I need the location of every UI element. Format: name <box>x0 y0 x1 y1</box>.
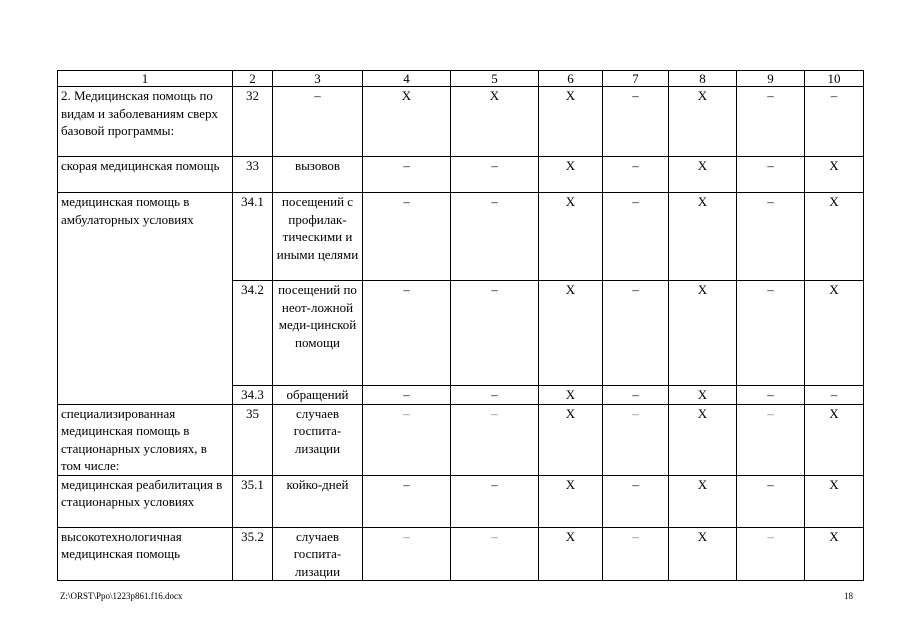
table-header-row <box>58 71 864 87</box>
value-cell: Х <box>539 281 603 386</box>
unit-cell: обращений <box>273 386 363 405</box>
unit-cell: случаев госпита-лизации <box>273 404 363 475</box>
row-number: 35.2 <box>233 527 273 581</box>
value-cell: Х <box>539 475 603 527</box>
value-cell: – <box>737 386 805 405</box>
value-cell: – <box>603 527 669 581</box>
row-number: 35.1 <box>233 475 273 527</box>
value-cell: Х <box>669 281 737 386</box>
value-cell: – <box>363 281 451 386</box>
header-cell: 8 <box>669 71 737 87</box>
header-cell: 4 <box>363 71 451 87</box>
value-cell: – <box>603 281 669 386</box>
value-cell: Х <box>805 527 864 581</box>
header-cell: 9 <box>737 71 805 87</box>
value-cell: – <box>603 386 669 405</box>
value-cell: – <box>603 193 669 281</box>
value-cell: – <box>805 386 864 405</box>
value-cell: – <box>737 475 805 527</box>
unit-cell: койко-дней <box>273 475 363 527</box>
table-row <box>58 157 864 193</box>
unit-cell: вызовов <box>273 157 363 193</box>
value-cell: Х <box>539 157 603 193</box>
value-cell: Х <box>805 193 864 281</box>
value-cell: – <box>603 157 669 193</box>
value-cell: Х <box>669 475 737 527</box>
table-row <box>58 527 864 581</box>
value-cell: – <box>363 157 451 193</box>
table-row <box>58 193 864 281</box>
page-number: 18 <box>844 591 853 601</box>
value-cell: – <box>737 527 805 581</box>
value-cell: – <box>737 281 805 386</box>
value-cell: – <box>363 475 451 527</box>
row-number: 34.3 <box>233 386 273 405</box>
row-number: 32 <box>233 87 273 157</box>
row-description: скорая медицинская помощь <box>58 157 233 193</box>
value-cell: – <box>451 404 539 475</box>
header-cell: 3 <box>273 71 363 87</box>
value-cell: – <box>737 87 805 157</box>
header-cell: 1 <box>58 71 233 87</box>
value-cell: Х <box>539 193 603 281</box>
value-cell: – <box>363 386 451 405</box>
header-cell: 7 <box>603 71 669 87</box>
value-cell: – <box>603 475 669 527</box>
row-description: 2. Медицинская помощь по видам и заболеваниям сверх базовой программы: <box>58 87 233 157</box>
value-cell: Х <box>539 386 603 405</box>
unit-cell: случаев госпита-лизации <box>273 527 363 581</box>
value-cell: Х <box>669 193 737 281</box>
value-cell: – <box>451 157 539 193</box>
value-cell: Х <box>669 386 737 405</box>
row-number: 34.1 <box>233 193 273 281</box>
value-cell: Х <box>363 87 451 157</box>
value-cell: Х <box>669 404 737 475</box>
value-cell: – <box>805 87 864 157</box>
header-cell: 5 <box>451 71 539 87</box>
data-table <box>57 70 864 581</box>
unit-cell: посещений с профилак-тическими и иными целями <box>273 193 363 281</box>
value-cell: Х <box>669 87 737 157</box>
value-cell: – <box>451 475 539 527</box>
row-description: медицинская помощь в амбулаторных условиях <box>58 193 233 405</box>
row-number: 34.2 <box>233 281 273 386</box>
table-row <box>58 87 864 157</box>
header-cell: 2 <box>233 71 273 87</box>
header-cell: 6 <box>539 71 603 87</box>
value-cell: Х <box>539 87 603 157</box>
value-cell: Х <box>451 87 539 157</box>
value-cell: Х <box>805 404 864 475</box>
unit-cell: посещений по неот-ложной меди-цинской помощи <box>273 281 363 386</box>
value-cell: – <box>363 404 451 475</box>
value-cell: – <box>737 193 805 281</box>
value-cell: Х <box>805 475 864 527</box>
row-description: высокотехнологичная медицинская помощь <box>58 527 233 581</box>
row-number: 33 <box>233 157 273 193</box>
value-cell: Х <box>669 157 737 193</box>
value-cell: – <box>603 87 669 157</box>
value-cell: Х <box>669 527 737 581</box>
value-cell: Х <box>539 404 603 475</box>
value-cell: – <box>603 404 669 475</box>
value-cell: – <box>451 281 539 386</box>
row-description: специализированная медицинская помощь в стационарных условиях, в том числе: <box>58 404 233 475</box>
table-row <box>58 475 864 527</box>
value-cell: – <box>451 527 539 581</box>
table-row <box>58 404 864 475</box>
header-cell: 10 <box>805 71 864 87</box>
footer-file-path: Z:\ORST\Ppo\1223p861.f16.docx <box>60 591 183 601</box>
value-cell: Х <box>805 281 864 386</box>
row-description: медицинская реабилитация в стационарных условиях <box>58 475 233 527</box>
unit-cell: – <box>273 87 363 157</box>
value-cell: Х <box>539 527 603 581</box>
value-cell: – <box>451 193 539 281</box>
value-cell: – <box>363 527 451 581</box>
value-cell: Х <box>805 157 864 193</box>
value-cell: – <box>737 404 805 475</box>
row-number: 35 <box>233 404 273 475</box>
value-cell: – <box>737 157 805 193</box>
value-cell: – <box>363 193 451 281</box>
value-cell: – <box>451 386 539 405</box>
